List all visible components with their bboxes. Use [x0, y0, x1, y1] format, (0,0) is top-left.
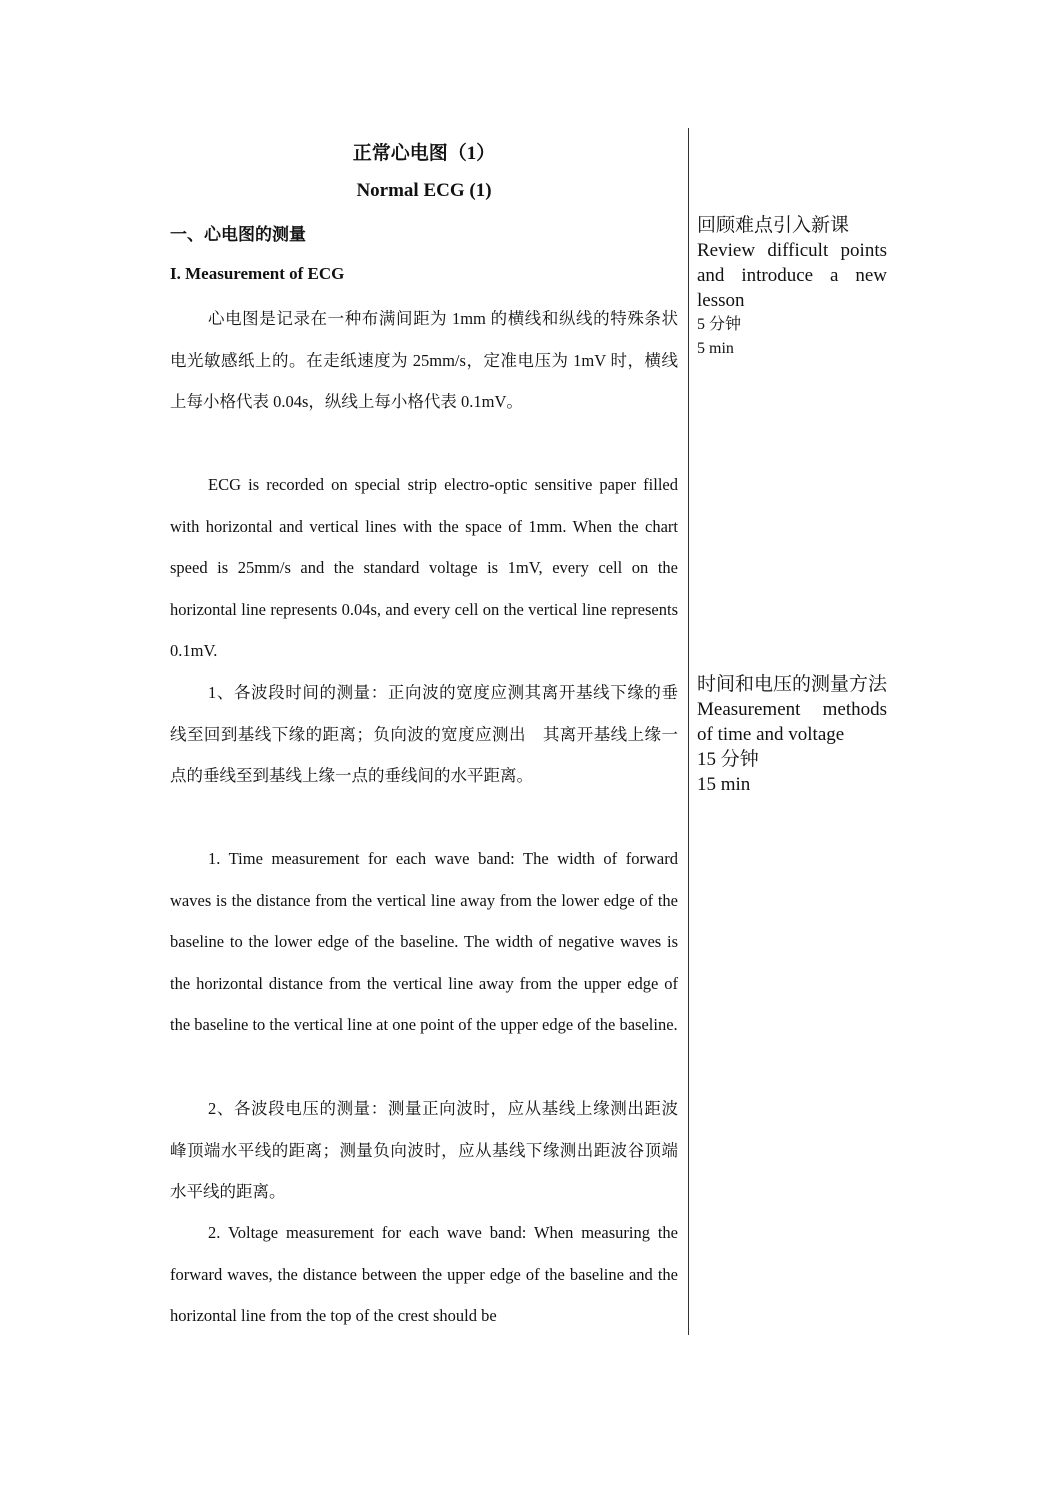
- title-chinese: 正常心电图（1）: [352, 143, 496, 164]
- side-note-1-english: Review difficult points and introduce a new lesson: [697, 240, 887, 311]
- side-note-2: [697, 672, 887, 797]
- side-note-1-chinese: 回顾难点引入新课: [697, 215, 850, 236]
- title-english: Normal ECG (1): [356, 180, 492, 201]
- side-note-2-chinese: 时间和电压的测量方法: [697, 674, 888, 695]
- side-note-1: [697, 213, 887, 361]
- side-note-2-english: Measurement methods of time and voltage: [697, 699, 887, 745]
- paragraph-3-chinese: 2、各波段电压的测量：测量正向波时，应从基线上缘测出距波峰顶端水平线的距离；测量负向波时，应从基线下缘测出距波谷顶端水平线的距离。: [170, 1099, 678, 1202]
- section-heading-english: I. Measurement of ECG: [170, 264, 345, 283]
- paragraph-2-english: 1. Time measurement for each wave band: The width of forward waves is the distance from the vertical line away from the lower edge of the baseline to the lower edge of the baseline. The width of negative waves is the horizontal distance from the vertical line away from the upper edge of the baseline to the vertical line at one point of the upper edge of the baseline.: [170, 849, 678, 1035]
- paragraph-1-english: ECG is recorded on special strip electro-optic sensitive paper filled with horizontal and vertical lines with the space of 1mm. When the chart speed is 25mm/s and the standard voltage is 1mV, every cell on the horizontal line represents 0.04s, and every cell on the vertical line represents 0.1mV.: [170, 475, 678, 661]
- paragraph-1-chinese: 心电图是记录在一种布满间距为 1mm 的横线和纵线的特殊条状电光敏感纸上的。在走纸速度为 25mm/s，定准电压为 1mV 时，横线上每小格代表 0.04s，纵线上每小格代表 0.1mV。: [170, 309, 678, 412]
- paragraph-2-chinese: 1、各波段时间的测量：正向波的宽度应测其离开基线下缘的垂线至回到基线下缘的距离；负向波的宽度应测出 其离开基线上缘一点的垂线至到基线上缘一点的垂线间的水平距离。: [170, 683, 678, 786]
- side-note-2-time-english: 15 min: [697, 774, 751, 795]
- paragraph-3-english: 2. Voltage measurement for each wave band: When measuring the forward waves, the distance between the upper edge of the baseline and the horizontal line from the top of the crest should be: [170, 1223, 678, 1326]
- side-note-2-time-chinese: 15 分钟: [697, 749, 759, 770]
- column-divider: [688, 128, 689, 1335]
- side-note-1-time-english: 5 min: [697, 340, 734, 357]
- section-heading-chinese: 一、心电图的测量: [170, 225, 306, 244]
- side-note-1-time-chinese: 5 分钟: [697, 316, 742, 333]
